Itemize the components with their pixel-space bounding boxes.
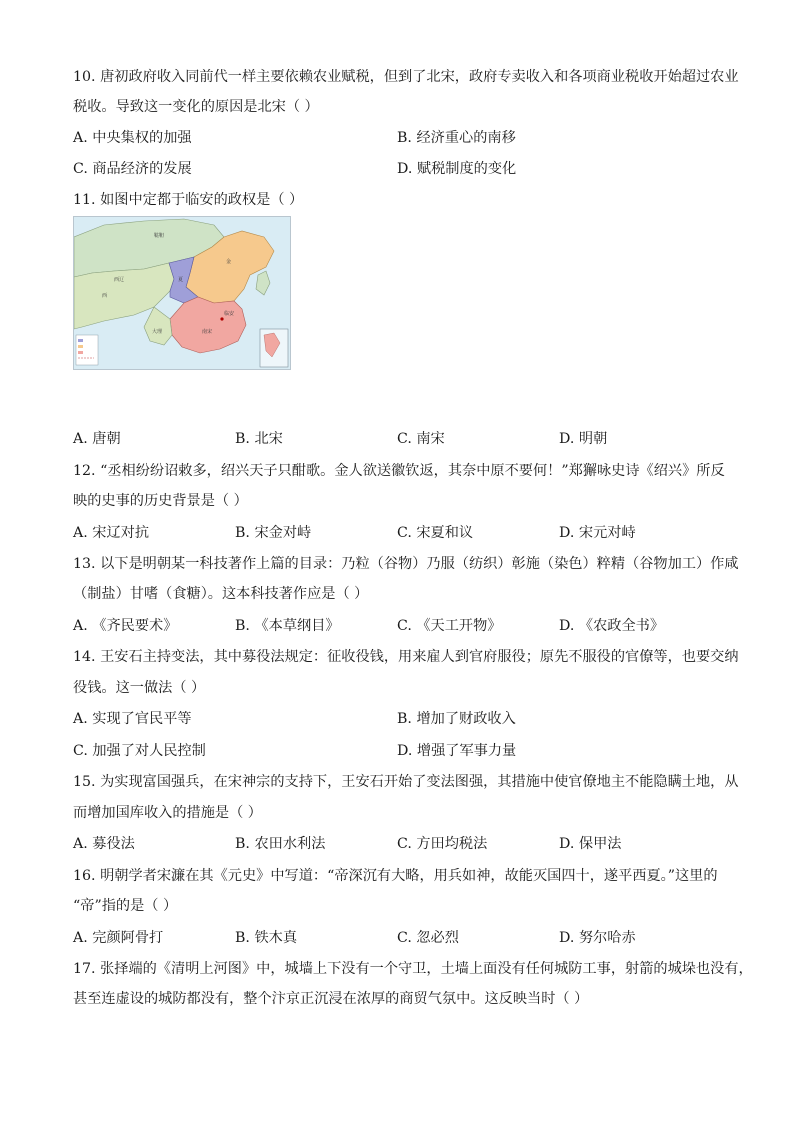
q15-line-1: 15. 为实现富国强兵，在宋神宗的支持下，王安石开始了变法图强，其措施中使官僚地主不能隐瞒土地，从 <box>73 774 739 790</box>
q10-line-1: 10. 唐初政府收入同前代一样主要依赖农业赋税，但到了北宋，政府专卖收入和各项商业税收开始超过农业 <box>73 69 739 85</box>
q12-option-c[interactable]: C. 宋夏和议 <box>397 525 474 541</box>
q15-option-d[interactable]: D. 保甲法 <box>559 836 622 852</box>
q14-option-d[interactable]: D. 增强了军事力量 <box>397 743 517 759</box>
q11-line-1: 11. 如图中定都于临安的政权是（ ） <box>73 192 304 208</box>
q14-option-a[interactable]: A. 实现了官民平等 <box>73 711 192 727</box>
q15-option-b[interactable]: B. 农田水利法 <box>235 836 326 852</box>
map-label-dali: 大理 <box>152 329 163 335</box>
q15-line-2: 而增加国库收入的措施是（ ） <box>73 805 262 821</box>
q13-line-1: 13. 以下是明朝某一科技著作上篇的目录：乃粒（谷物）乃服（纺织）彰施（染色）粹精（谷物加工）作咸 <box>73 556 739 572</box>
q13-option-a[interactable]: A. 《齐民要术》 <box>73 618 178 634</box>
q17-line-1: 17. 张择端的《清明上河图》中，城墙上下没有一个守卫，土墙上面没有任何城防工事，射箭的城垛也没有， <box>73 961 753 977</box>
q14-option-b[interactable]: B. 增加了财政收入 <box>397 711 516 727</box>
q11-option-c[interactable]: C. 南宋 <box>397 431 445 447</box>
q16-line-1: 16. 明朝学者宋濂在其《元史》中写道：“帝深沉有大略，用兵如神，故能灭国四十，遂平西夏。”这里的 <box>73 868 718 884</box>
q10-line-2: 税收。导致这一变化的原因是北宋（ ） <box>73 99 319 115</box>
map-label-dada: 鞑靼 <box>154 233 165 239</box>
q16-option-d[interactable]: D. 努尔哈赤 <box>559 930 636 946</box>
q13-line-2: （制盐）甘嗜（食糖）。这本科技著作应是（ ） <box>73 586 369 602</box>
map-label-xiliao: 西辽 <box>114 277 125 283</box>
q12-option-a[interactable]: A. 宋辽对抗 <box>73 525 150 541</box>
q12-option-d[interactable]: D. 宋元对峙 <box>559 525 636 541</box>
q13-option-c[interactable]: C. 《天工开物》 <box>397 618 502 634</box>
q13-option-b[interactable]: B. 《本草纲目》 <box>235 618 340 634</box>
q10-option-b[interactable]: B. 经济重心的南移 <box>397 130 516 146</box>
q16-option-b[interactable]: B. 铁木真 <box>235 930 298 946</box>
q10-option-a[interactable]: A. 中央集权的加强 <box>73 130 192 146</box>
q12-line-1: 12. “丞相纷纷诏敕多，绍兴天子只酣歌。金人欲送徽钦返，其奈中原不要何！”郑獬咏史诗《绍兴》所反 <box>73 463 725 479</box>
q12-option-b[interactable]: B. 宋金对峙 <box>235 525 312 541</box>
q10-option-d[interactable]: D. 赋税制度的变化 <box>397 161 517 177</box>
q14-line-2: 役钱。这一做法（ ） <box>73 680 206 696</box>
q16-line-2: “帝”指的是（ ） <box>73 898 178 914</box>
map-label-linan: 临安 <box>224 311 235 317</box>
map-label-xia: 夏 <box>178 277 184 283</box>
map-label-jin: 金 <box>226 259 232 265</box>
q17-line-2: 甚至连虚设的城防都没有，整个汴京正沉浸在浓厚的商贸气氛中。这反映当时（ ） <box>73 991 589 1007</box>
q13-option-d[interactable]: D. 《农政全书》 <box>559 618 665 634</box>
q15-option-a[interactable]: A. 募役法 <box>73 836 135 852</box>
song-era-map <box>73 216 291 370</box>
q14-line-1: 14. 王安石主持变法，其中募役法规定：征收役钱，用来雇人到官府服役；原先不服役的官僚等，也要交纳 <box>73 649 739 665</box>
q16-option-a[interactable]: A. 完颜阿骨打 <box>73 930 164 946</box>
q14-option-c[interactable]: C. 加强了对人民控制 <box>73 743 206 759</box>
q10-option-c[interactable]: C. 商品经济的发展 <box>73 161 192 177</box>
q12-line-2: 映的史事的历史背景是（ ） <box>73 493 248 509</box>
map-label-nansong: 南宋 <box>202 329 213 335</box>
map-figure <box>74 217 290 369</box>
q15-option-c[interactable]: C. 方田均税法 <box>397 836 488 852</box>
map-label-xi: 西 <box>102 293 108 299</box>
q16-option-c[interactable]: C. 忽必烈 <box>397 930 459 946</box>
q11-option-a[interactable]: A. 唐朝 <box>73 431 121 447</box>
q11-option-b[interactable]: B. 北宋 <box>235 431 283 447</box>
q11-option-d[interactable]: D. 明朝 <box>559 431 608 447</box>
